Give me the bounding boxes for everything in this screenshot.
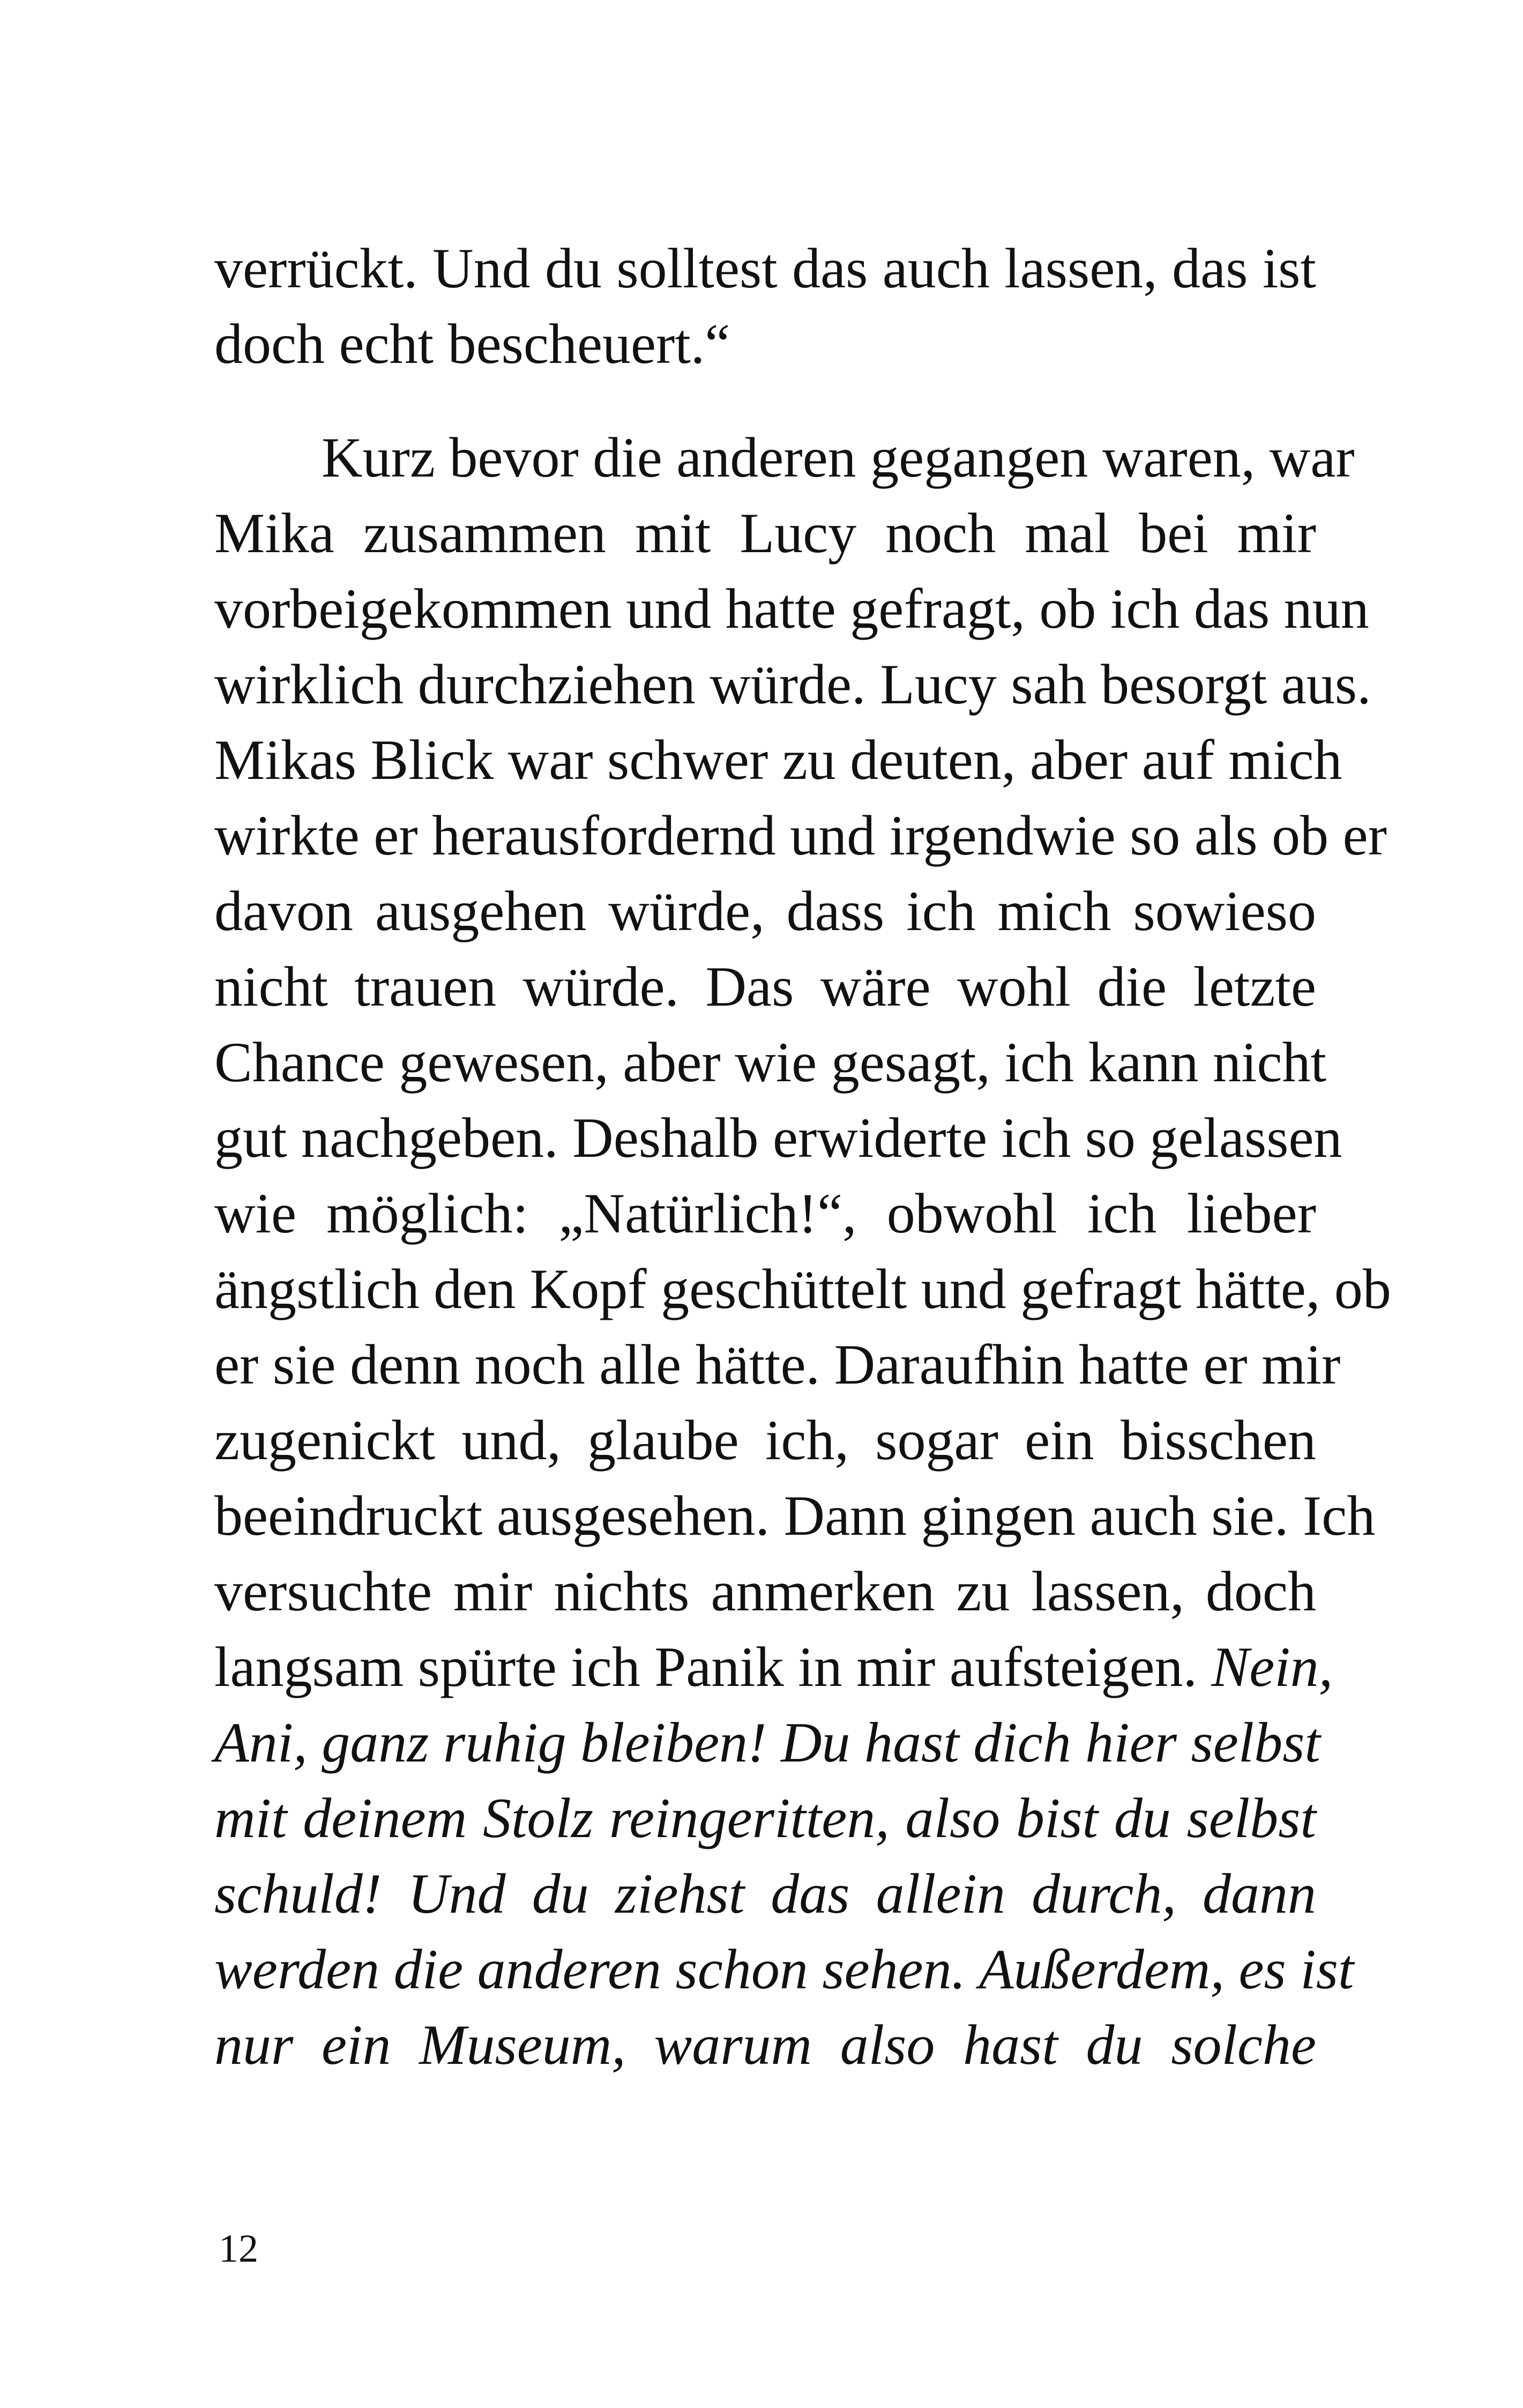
text-line: wie möglich: „Natürlich!“, obwohl ich lieber — [214, 1182, 1316, 1245]
text-line: zugenickt und, glaube ich, sogar ein bisschen — [214, 1409, 1316, 1471]
italic-text-line: schuld! Und du ziehst das allein durch, dann — [214, 1862, 1316, 1925]
text-line: vorbeigekommen und hatte gefragt, ob ich das nun — [214, 577, 1369, 640]
text-line: Mika zusammen mit Lucy noch mal bei mir — [214, 502, 1316, 564]
text-line: er sie denn noch alle hätte. Daraufhin hatte er mir — [214, 1333, 1341, 1396]
text-line-mixed — [214, 1629, 1333, 1705]
text-line: beeindruckt ausgesehen. Dann gingen auch sie. Ich — [214, 1484, 1376, 1547]
page-number: 12 — [219, 2227, 258, 2271]
text-line: wirklich durchziehen würde. Lucy sah besorgt aus. — [214, 653, 1371, 716]
text-line: Mikas Blick war schwer zu deuten, aber auf mich — [214, 729, 1342, 791]
text-line: davon ausgehen würde, dass ich mich sowieso — [214, 880, 1316, 942]
text-line: doch echt bescheuert.“ — [214, 313, 730, 375]
text-line: Chance gewesen, aber wie gesagt, ich kann nicht — [214, 1031, 1327, 1094]
text-italic: Nein, — [1211, 1636, 1333, 1698]
text-roman: langsam spürte ich Panik in mir aufsteigen. — [214, 1636, 1197, 1698]
paragraph-main — [214, 420, 1391, 2083]
text-line-indented: Kurz bevor die anderen gegangen waren, war — [322, 426, 1355, 489]
italic-text-line: werden die anderen schon sehen. Außerdem, es ist — [214, 1938, 1354, 2001]
text-line: wirkte er herausfordernd und irgendwie so als ob er — [214, 804, 1387, 867]
text-line: ängstlich den Kopf geschüttelt und gefragt hätte, ob — [214, 1258, 1391, 1320]
text-line: gut nachgeben. Deshalb erwiderte ich so gelassen — [214, 1106, 1342, 1169]
italic-text-line: mit deinem Stolz reingeritten, also bist du selbst — [214, 1787, 1316, 1849]
text-line: nicht trauen würde. Das wäre wohl die letzte — [214, 955, 1316, 1018]
italic-text-line: nur ein Museum, warum also hast du solche — [214, 2013, 1316, 2076]
text-line: versuchte mir nichts anmerken zu lassen, doch — [214, 1560, 1316, 1623]
paragraph-continuation — [214, 231, 1316, 382]
text-line: verrückt. Und du solltest das auch lassen, das ist — [214, 237, 1316, 300]
italic-text-line: Ani, ganz ruhig bleiben! Du hast dich hier selbst — [214, 1711, 1320, 1774]
